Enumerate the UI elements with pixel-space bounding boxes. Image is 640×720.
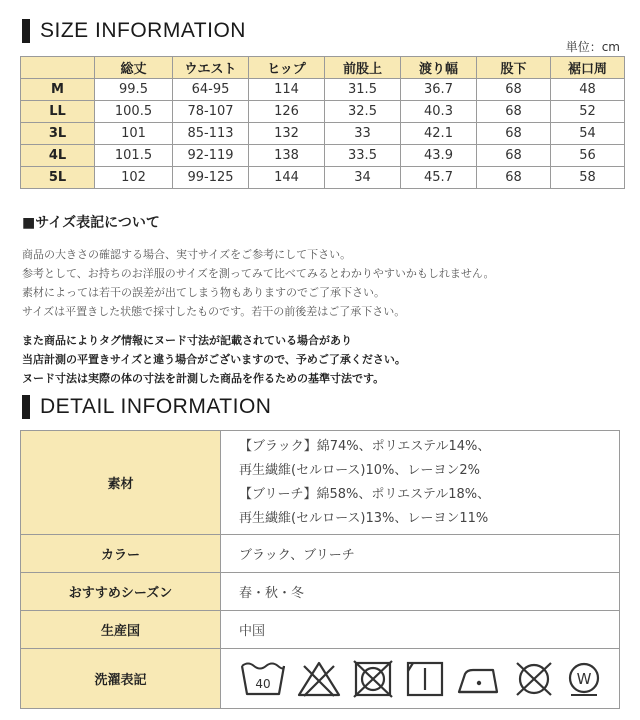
care-value	[221, 649, 620, 709]
note-bold-line: また商品によりタグ情報にヌード寸法が記載されている場合があり	[22, 334, 352, 347]
material-line: 再生繊維(セルロース)10%、レーヨン2%	[239, 462, 481, 478]
material-value	[221, 431, 620, 535]
color-label: カラー	[21, 535, 221, 573]
material-line: 【ブリーチ】綿58%、ポリエステル18%、	[239, 486, 491, 502]
note-line: 素材によっては若干の誤差が出てしまう物もありますのでご了承下さい。	[22, 286, 385, 299]
table-cell: 99.5	[95, 79, 173, 101]
note-line: 商品の大きさの確認する場合、実寸サイズをご参考にして下さい。	[22, 248, 352, 261]
detail-row-season	[21, 573, 620, 611]
table-cell: 132	[249, 123, 325, 145]
note-line: サイズは平置きした状態で採寸したものです。若干の前後差はご了承下さい。	[22, 305, 406, 318]
line-dry-icon	[403, 660, 447, 698]
season-label: おすすめシーズン	[21, 573, 221, 611]
table-header-cell: ウエスト	[173, 57, 249, 79]
material-line: 再生繊維(セルロース)13%、レーヨン11%	[239, 510, 489, 526]
table-cell: 92-119	[173, 145, 249, 167]
unit-label: 単位：cm	[565, 40, 620, 54]
detail-row-color	[21, 535, 620, 573]
table-cell: 56	[551, 145, 625, 167]
table-header-cell: 総丈	[95, 57, 173, 79]
size-label-cell: M	[21, 79, 95, 101]
size-label-cell: LL	[21, 101, 95, 123]
wash-40-icon	[239, 660, 287, 698]
origin-label: 生産国	[21, 611, 221, 649]
table-cell: 31.5	[325, 79, 401, 101]
season-value: 春・秋・冬	[221, 573, 620, 611]
table-row	[21, 79, 625, 101]
section-marker	[22, 395, 30, 419]
wet-clean-icon	[565, 660, 603, 698]
care-symbols	[239, 660, 619, 698]
table-cell: 32.5	[325, 101, 401, 123]
size-notes	[22, 212, 622, 388]
table-cell: 43.9	[401, 145, 477, 167]
color-value: ブラック、ブリーチ	[221, 535, 620, 573]
table-cell: 101.5	[95, 145, 173, 167]
table-cell: 101	[95, 123, 173, 145]
table-cell: 138	[249, 145, 325, 167]
detail-section-title: DETAIL INFORMATION	[40, 395, 272, 418]
size-label-cell: 5L	[21, 167, 95, 189]
table-header-cell: 股下	[477, 57, 551, 79]
table-header-cell: 前股上	[325, 57, 401, 79]
table-header-cell: ヒップ	[249, 57, 325, 79]
size-section-header	[22, 18, 246, 44]
note-bold-line: 当店計測の平置きサイズと違う場合がございますので、予めご了承ください。	[22, 353, 406, 366]
wash-temp: 40	[255, 676, 271, 691]
detail-row-material	[21, 431, 620, 535]
table-cell: 102	[95, 167, 173, 189]
section-marker	[22, 19, 30, 43]
table-cell: 144	[249, 167, 325, 189]
table-cell: 34	[325, 167, 401, 189]
table-cell: 52	[551, 101, 625, 123]
table-cell: 114	[249, 79, 325, 101]
size-notes-heading: ■サイズ表記について	[22, 215, 160, 231]
no-dry-clean-icon	[511, 660, 557, 698]
size-label-cell: 4L	[21, 145, 95, 167]
iron-low-icon	[455, 660, 503, 698]
table-header-cell: 渡り幅	[401, 57, 477, 79]
table-cell: 78-107	[173, 101, 249, 123]
table-cell: 68	[477, 123, 551, 145]
detail-row-origin	[21, 611, 620, 649]
table-cell: 33.5	[325, 145, 401, 167]
material-label: 素材	[21, 431, 221, 535]
table-header-cell	[21, 57, 95, 79]
table-row	[21, 145, 625, 167]
table-cell: 68	[477, 145, 551, 167]
table-cell: 64-95	[173, 79, 249, 101]
table-cell: 85-113	[173, 123, 249, 145]
material-line: 【ブラック】綿74%、ポリエステル14%、	[239, 438, 491, 454]
wet-clean-letter: W	[576, 669, 592, 688]
no-tumble-dry-icon	[351, 660, 395, 698]
table-cell: 33	[325, 123, 401, 145]
table-cell: 36.7	[401, 79, 477, 101]
detail-section-header	[22, 394, 271, 420]
no-bleach-icon	[295, 660, 343, 698]
table-header-cell: 裾口周	[551, 57, 625, 79]
table-cell: 40.3	[401, 101, 477, 123]
size-label-cell: 3L	[21, 123, 95, 145]
size-section-title: SIZE INFORMATION	[40, 19, 246, 42]
table-cell: 68	[477, 101, 551, 123]
size-table-header-row	[21, 57, 625, 79]
table-row	[21, 123, 625, 145]
table-cell: 126	[249, 101, 325, 123]
detail-table	[20, 430, 620, 709]
note-bold-line: ヌード寸法は実際の体の寸法を計測した商品を作るための基準寸法です。	[22, 372, 385, 385]
care-label: 洗濯表記	[21, 649, 221, 709]
note-line: 参考として、お持ちのお洋服のサイズを測ってみて比べてみるとわかりやすいかもしれません。	[22, 267, 495, 280]
table-cell: 100.5	[95, 101, 173, 123]
table-cell: 48	[551, 79, 625, 101]
table-cell: 58	[551, 167, 625, 189]
size-table	[20, 56, 625, 189]
origin-value: 中国	[221, 611, 620, 649]
table-cell: 99-125	[173, 167, 249, 189]
table-row	[21, 101, 625, 123]
table-row	[21, 167, 625, 189]
detail-row-care	[21, 649, 620, 709]
table-cell: 68	[477, 167, 551, 189]
table-cell: 54	[551, 123, 625, 145]
table-cell: 45.7	[401, 167, 477, 189]
table-cell: 42.1	[401, 123, 477, 145]
nude-size-note	[22, 331, 622, 388]
table-cell: 68	[477, 79, 551, 101]
